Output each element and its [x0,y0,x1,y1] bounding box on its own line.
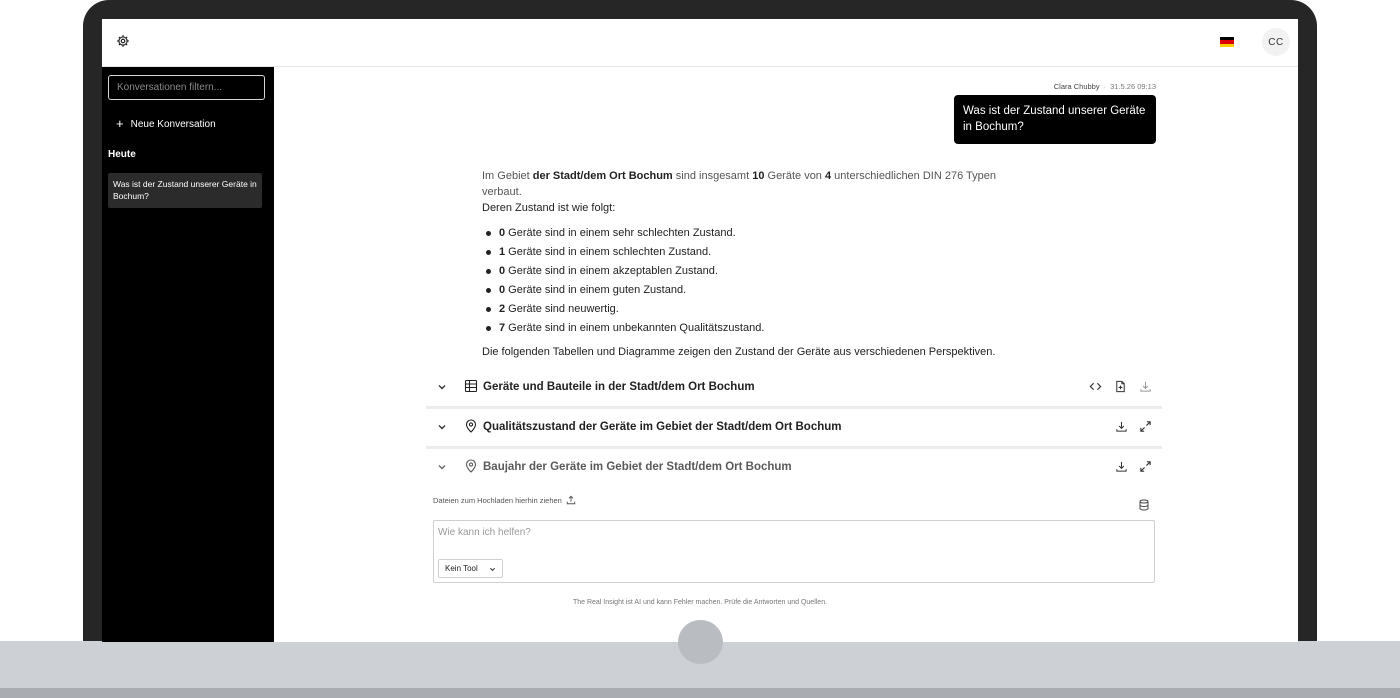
sidebar [102,67,274,642]
ai-disclaimer: The Real Insight ist AI und kann Fehler machen. Prüfe die Antworten und Quellen. [572,599,828,606]
code-icon[interactable] [1089,380,1102,393]
database-icon[interactable] [1138,499,1150,511]
answer-device-count: 10 [752,170,765,182]
condition-text: Geräte sind in einem guten Zustand. [505,284,687,296]
condition-item [499,262,1002,281]
avatar[interactable]: CC [1262,28,1290,56]
chevron-down-icon[interactable] [436,381,448,393]
panel-title: Qualitätszustand der Geräte im Gebiet der Stadt/dem Ort Bochum [483,421,842,433]
message-input[interactable] [438,527,1138,545]
condition-count: 0 [499,227,506,239]
chevron-down-icon[interactable] [436,461,448,473]
new-conversation-button[interactable] [116,117,216,131]
condition-count: 0 [499,284,506,296]
gear-icon[interactable] [116,34,130,48]
download-icon[interactable] [1139,380,1152,393]
assistant-answer [482,168,1002,360]
answer-intro-text: sind insgesamt [672,170,753,182]
user-message-bubble: Was ist der Zustand unserer Geräte in Bochum? [954,95,1156,144]
plus-icon: + [116,116,124,131]
map-pin-icon [464,459,478,473]
condition-item [499,243,1002,262]
panel-devices-table[interactable] [426,369,1162,409]
answer-intro [482,168,1002,200]
condition-count: 0 [499,265,506,277]
message-meta [1054,82,1156,91]
flag-stripe-gold [1220,44,1234,47]
condition-count: 1 [499,246,506,258]
message-composer [433,520,1155,583]
answer-area: der Stadt/dem Ort Bochum [532,170,673,182]
new-conversation-label: Neue Konversation [130,118,216,130]
condition-item [499,319,1002,338]
condition-item [499,224,1002,243]
tool-select-value: Kein Tool [445,564,478,573]
upload-icon [566,495,576,505]
condition-text: Geräte sind in einem sehr schlechten Zustand. [505,227,736,239]
answer-condition-heading: Deren Zustand ist wie folgt: [482,202,616,214]
download-icon[interactable] [1115,460,1128,473]
map-pin-icon [464,419,478,433]
condition-text: Geräte sind neuwertig. [505,303,619,315]
answer-type-count: 4 [825,170,832,182]
condition-text: Geräte sind in einem unbekannten Qualitätszustand. [505,322,765,334]
file-dropzone[interactable] [433,495,576,505]
message-author: Clara Chubby [1053,82,1100,91]
dropzone-label: Dateien zum Hochladen hierhin ziehen [433,495,562,505]
meta-separator: · [1103,82,1107,91]
conversation-item[interactable]: Was ist der Zustand unserer Geräte in Bochum? [108,173,262,208]
conversation-filter-input[interactable] [108,75,265,100]
panel-title: Geräte und Bauteile in der Stadt/dem Ort Bochum [483,381,755,393]
table-icon [464,379,478,393]
condition-text: Geräte sind in einem akzeptablen Zustand. [505,265,718,277]
condition-item [499,281,1002,300]
chevron-down-icon [489,566,496,573]
message-timestamp: 31.5.26 09:13 [1110,82,1156,91]
condition-item [499,300,1002,319]
panel-construction-year-map[interactable] [426,449,1162,489]
app-screen [102,19,1298,642]
file-export-icon[interactable] [1114,380,1127,393]
laptop-notch [678,620,723,664]
expand-icon[interactable] [1139,420,1152,433]
answer-intro-text: unterschiedlichen DIN 276 Typen verbaut. [482,170,997,198]
tool-select[interactable] [438,559,503,578]
expand-icon[interactable] [1139,460,1152,473]
download-icon[interactable] [1115,420,1128,433]
condition-count: 2 [499,303,506,315]
condition-list [499,224,1002,338]
chevron-down-icon[interactable] [436,421,448,433]
panel-quality-map[interactable] [426,409,1162,449]
condition-count: 7 [499,322,506,334]
flag-icon[interactable] [1220,37,1234,47]
answer-intro-text: Geräte von [764,170,825,182]
laptop-base-edge [0,688,1400,698]
answer-outro: Die folgenden Tabellen und Diagramme zeigen den Zustand der Geräte aus verschiedenen Perspektiven. [482,346,996,358]
top-bar [102,19,1298,67]
condition-text: Geräte sind in einem schlechten Zustand. [505,246,712,258]
section-today-label: Heute [108,149,136,160]
panel-title: Baujahr der Geräte im Gebiet der Stadt/dem Ort Bochum [483,461,792,473]
answer-intro-text: Im Gebiet [482,170,533,182]
